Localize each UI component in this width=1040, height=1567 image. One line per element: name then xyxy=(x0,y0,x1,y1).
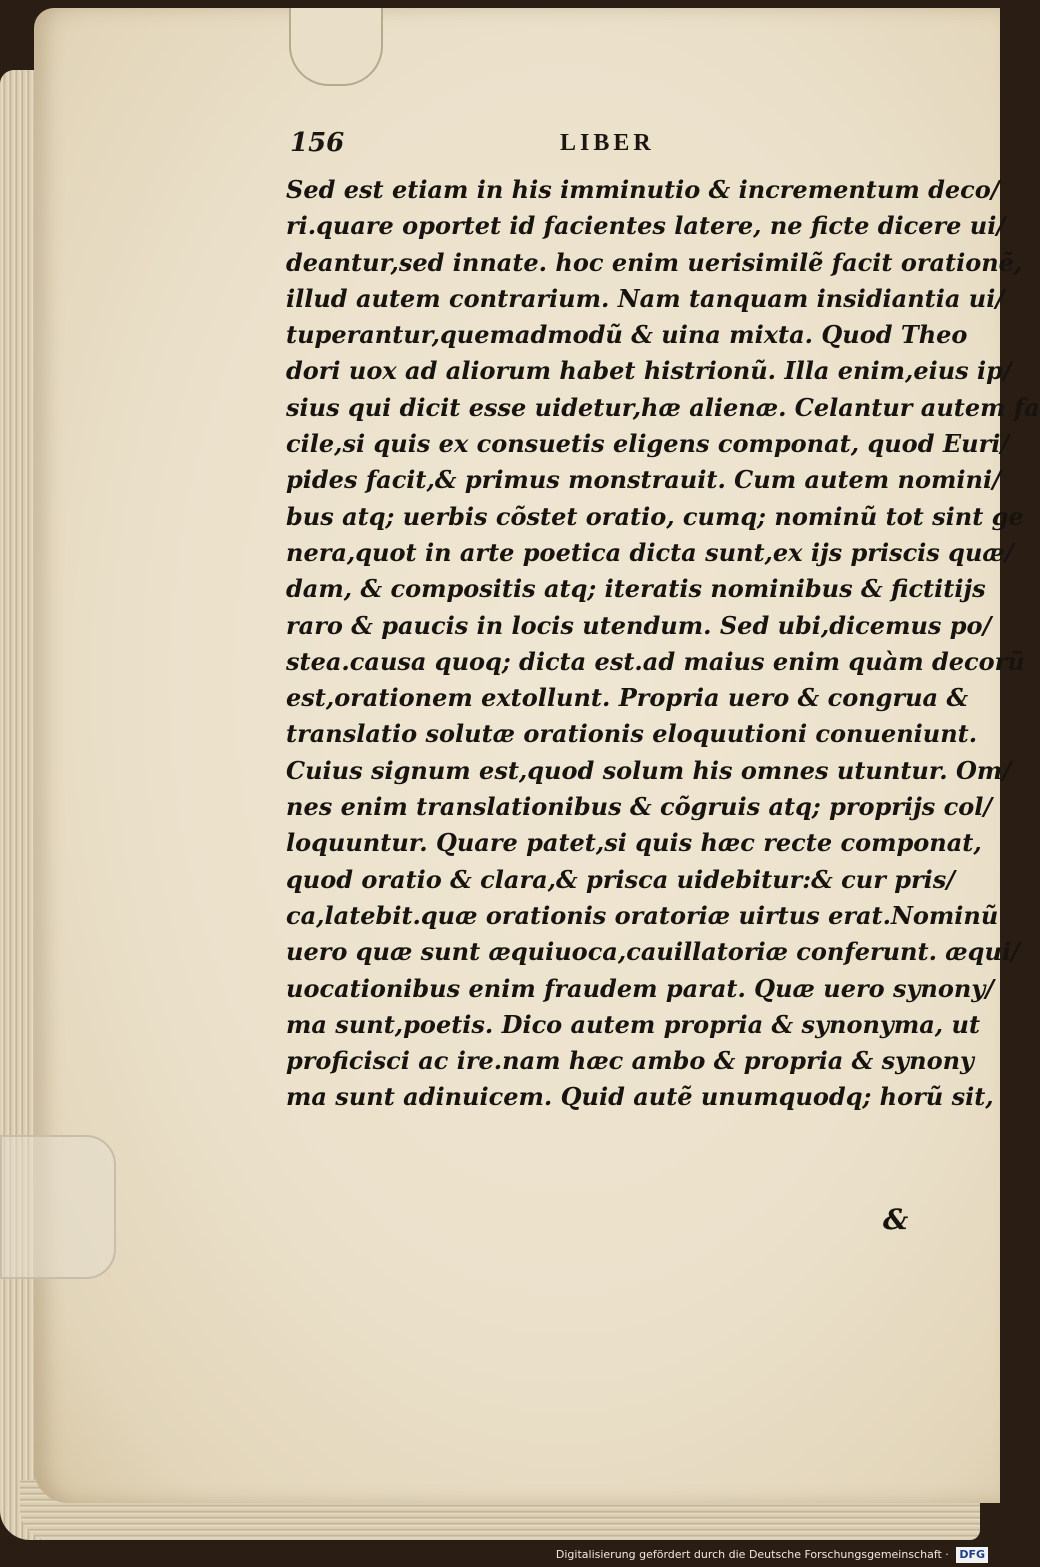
text-line: est,orationem extollunt. Propria uero & congrua & xyxy=(286,683,969,713)
text-line: illud autem contrarium. Nam tanquam insidiantia ui/ xyxy=(286,283,1005,313)
text-line: dori uox ad aliorum habet histrionũ. Illa enim,eius ip/ xyxy=(286,356,1012,386)
text-line: sius qui dicit esse uidetur,hæ alienæ. Celantur autem fa xyxy=(286,392,1040,422)
text-line: stea.causa quoq; dicta est.ad maius enim quàm decorũ xyxy=(286,646,1025,676)
page-tab xyxy=(289,8,383,86)
dfg-logo: DFG xyxy=(956,1547,988,1563)
text-line: proficisci ac ire.nam hæc ambo & propria & synony xyxy=(286,1046,974,1076)
text-line: pides facit,& primus monstrauit. Cum autem nomini/ xyxy=(286,465,1001,495)
text-line: tuperantur,quemadmodũ & uina mixta. Quod Theo xyxy=(286,320,968,350)
text-line: cile,si quis ex consuetis eligens componat, quod Euri/ xyxy=(286,429,1010,459)
text-line: deantur,sed innate. hoc enim uerisimilẽ facit orationẽ, xyxy=(286,247,1023,277)
text-line: ri.quare oportet id facientes latere, ne ficte dicere ui/ xyxy=(286,211,1006,241)
text-line: ma sunt adinuicem. Quid autẽ unumquodq; horũ sit, xyxy=(286,1082,994,1112)
running-head xyxy=(290,128,680,168)
credit-text: Digitalisierung gefördert durch die Deutsche Forschungsgemeinschaft · xyxy=(555,1548,949,1561)
digitization-credit xyxy=(556,1545,988,1565)
plastic-clip xyxy=(0,1135,116,1279)
text-line: ma sunt,poetis. Dico autem propria & synonyma, ut xyxy=(286,1009,981,1039)
text-line: raro & paucis in locis utendum. Sed ubi,dicemus po/ xyxy=(286,610,992,640)
text-line: translatio solutæ orationis eloquutioni conueniunt. xyxy=(286,719,978,749)
text-line: bus atq; uerbis cõstet oratio, cumq; nominũ tot sint ge xyxy=(286,501,1024,531)
text-line: uocationibus enim fraudem parat. Quæ uero synony/ xyxy=(286,973,995,1003)
text-line: nes enim translationibus & cõgruis atq; proprijs col/ xyxy=(286,792,993,822)
text-line: dam, & compositis atq; iteratis nominibus & fictitijs xyxy=(286,574,986,604)
text-line: Sed est etiam in his imminutio & incrementum deco/ xyxy=(286,175,1000,204)
text-line: nera,quot in arte poetica dicta sunt,ex ijs priscis quæ/ xyxy=(286,537,1014,567)
running-title: LIBER xyxy=(560,130,655,156)
catchword: & xyxy=(883,1203,909,1236)
text-line: uero quæ sunt æquiuoca,cauillatoriæ conferunt. æqui/ xyxy=(286,937,1020,967)
page-number: 156 xyxy=(290,128,345,158)
text-line: loquuntur. Quare patet,si quis hæc recte componat, xyxy=(286,828,982,858)
text-line: ca,latebit.quæ orationis oratoriæ uirtus erat.Nominũ xyxy=(286,900,999,930)
text-block xyxy=(286,172,1040,1116)
text-line: quod oratio & clara,& prisca uidebitur:& cur pris/ xyxy=(286,864,956,894)
text-line: Cuius signum est,quod solum his omnes utuntur. Om/ xyxy=(286,755,1012,785)
